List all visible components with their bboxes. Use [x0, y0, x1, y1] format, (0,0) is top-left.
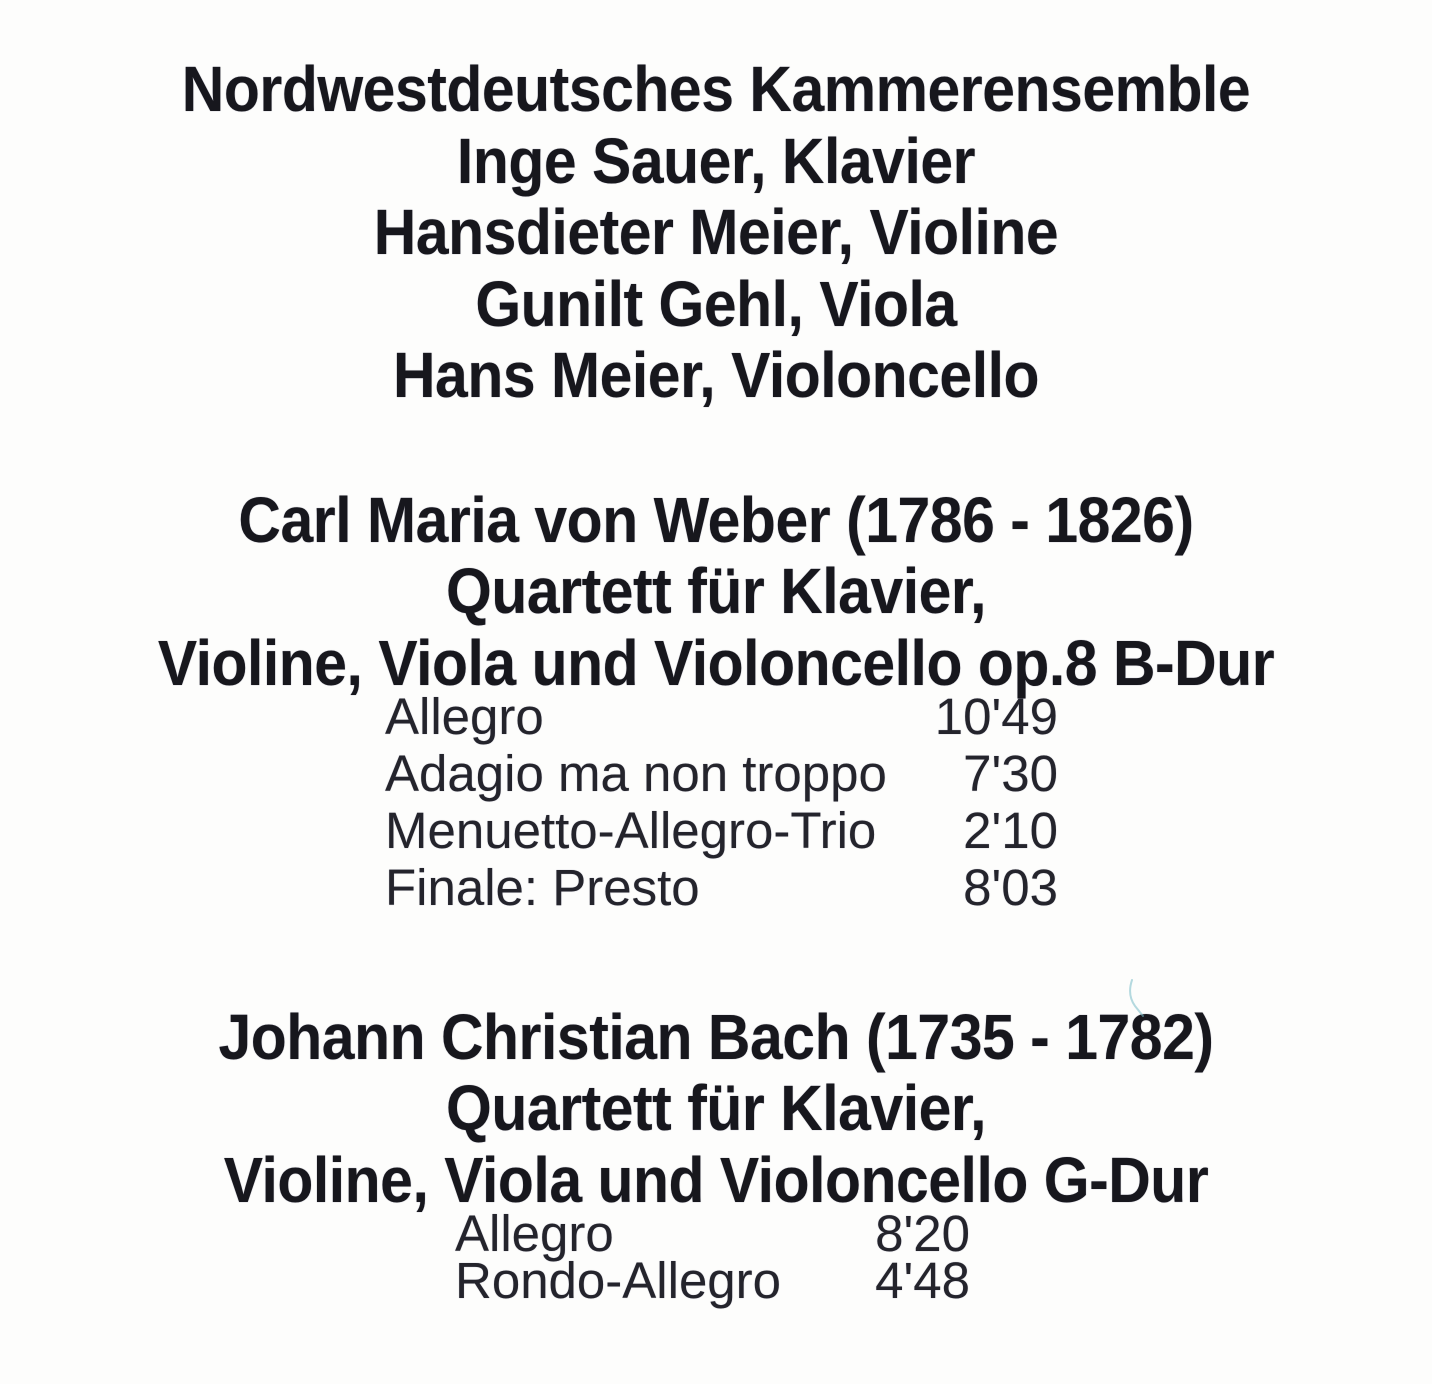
performer-line-violoncello: Hans Meier, Violoncello [392, 339, 1040, 411]
movement-name: Allegro [385, 688, 544, 745]
movement-row [455, 1205, 970, 1262]
movement-name: Rondo-Allegro [455, 1252, 782, 1309]
work1-movement-list [385, 688, 1058, 916]
work1-title-line1: Quartett für Klavier, [445, 555, 987, 627]
work2-title-line2: Violine, Viola und Violoncello G-Dur [223, 1144, 1209, 1216]
performer-line-violine: Hansdieter Meier, Violine [373, 196, 1059, 268]
movement-duration: 8'03 [963, 859, 1058, 916]
movement-duration: 7'30 [963, 745, 1058, 802]
movement-row [455, 1252, 970, 1309]
movement-duration: 8'20 [875, 1205, 970, 1262]
movement-row [385, 859, 1058, 916]
movement-duration: 2'10 [963, 802, 1058, 859]
work2-movement-list [455, 1205, 970, 1309]
movement-row [385, 802, 1058, 859]
movement-duration: 10'49 [934, 688, 1058, 745]
ensemble-name: Nordwestdeutsches Kammerensemble [181, 53, 1251, 125]
performer-line-klavier: Inge Sauer, Klavier [456, 125, 976, 197]
work1-composer: Carl Maria von Weber (1786 - 1826) [238, 484, 1194, 556]
work1-title-line2: Violine, Viola und Violoncello op.8 B-Dur [157, 627, 1275, 699]
movement-duration: 4'48 [875, 1252, 970, 1309]
movement-name: Menuetto-Allegro-Trio [385, 802, 877, 859]
movement-name: Adagio ma non troppo [385, 745, 887, 802]
scan-scratch-artifact [1126, 979, 1146, 1017]
performer-line-viola: Gunilt Gehl, Viola [475, 268, 957, 340]
movement-row [385, 745, 1058, 802]
movement-name: Finale: Presto [385, 859, 700, 916]
work2-title-line1: Quartett für Klavier, [445, 1072, 987, 1144]
movement-row [385, 688, 1058, 745]
movement-name: Allegro [455, 1205, 614, 1262]
work2-composer: Johann Christian Bach (1735 - 1782) [218, 1001, 1214, 1073]
